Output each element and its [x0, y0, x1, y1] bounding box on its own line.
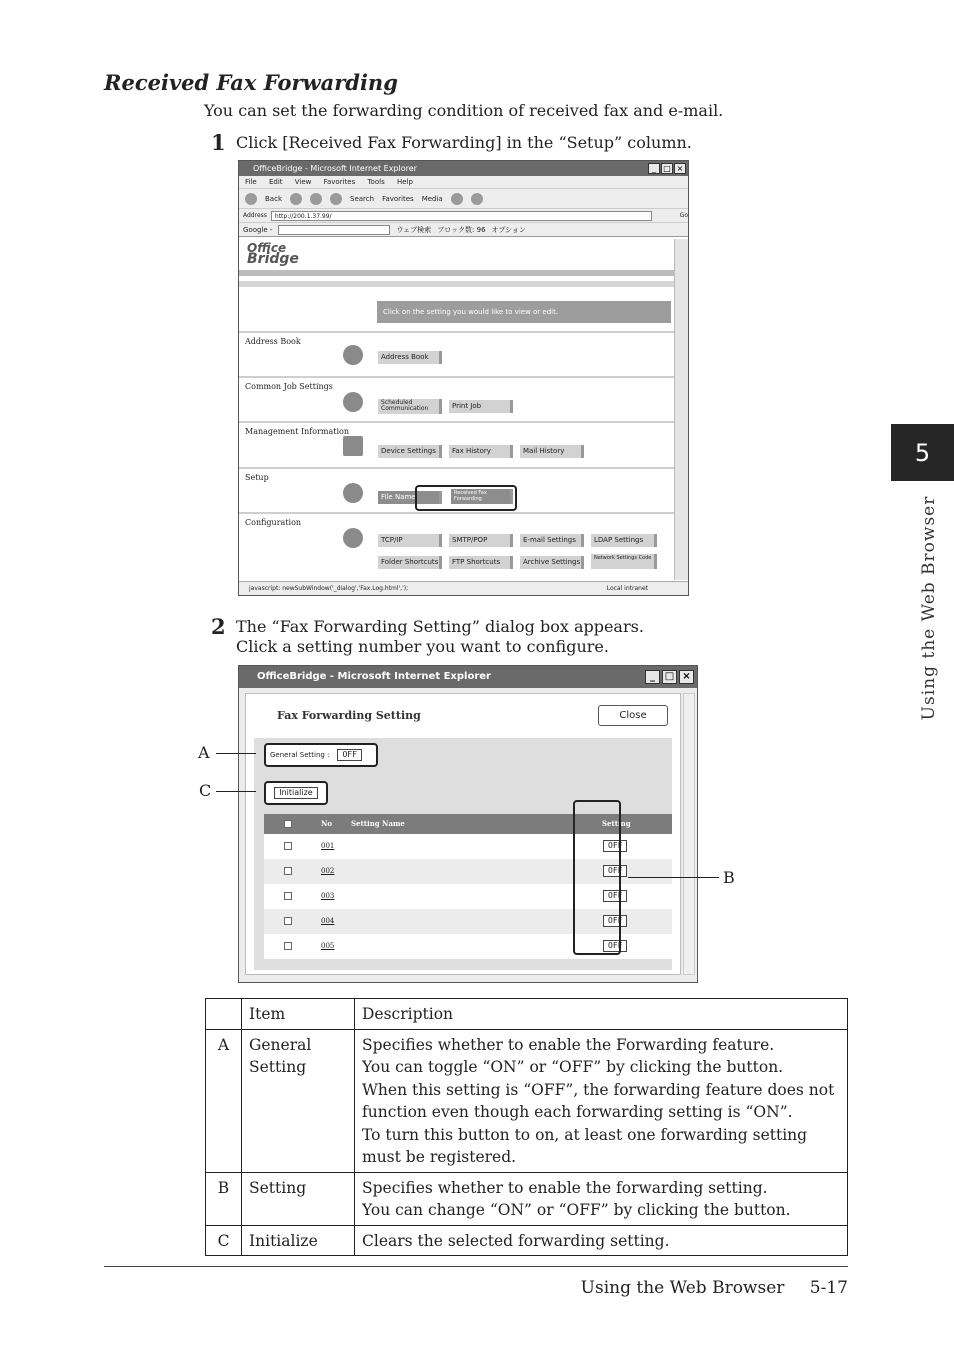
initialize-outline	[264, 781, 328, 805]
callout-b-leader	[628, 877, 719, 878]
row-key: C	[206, 1225, 242, 1256]
forward-icon[interactable]	[290, 193, 302, 205]
menu-view[interactable]: View	[294, 178, 312, 186]
google-block-count: ブロック数: 96	[437, 225, 486, 234]
close-icon[interactable]: ×	[679, 670, 694, 684]
browser-scrollbar[interactable]	[674, 239, 688, 580]
ftp-shortcuts-button[interactable]: FTP Shortcuts	[449, 556, 513, 569]
browser-screenshot	[238, 160, 689, 596]
refresh-icon[interactable]	[310, 193, 322, 205]
info-icon	[343, 436, 363, 456]
received-fax-forwarding-button[interactable]: Received Fax Forwarding	[451, 489, 513, 504]
google-search-input[interactable]	[278, 225, 390, 235]
col-setting-name: Setting Name	[351, 819, 405, 828]
initialize-button[interactable]: Initialize	[274, 787, 317, 799]
archive-settings-button[interactable]: Archive Settings	[520, 556, 584, 569]
setting-toggle[interactable]: OFF	[603, 890, 627, 902]
media-button[interactable]: Media	[421, 194, 443, 203]
footer-title: Using the Web Browser	[580, 1278, 785, 1298]
step-2-line-1: The “Fax Forwarding Setting” dialog box appears.	[236, 617, 644, 636]
status-bar	[239, 581, 688, 595]
setting-column-outline	[573, 800, 621, 955]
header-bar	[239, 270, 674, 276]
row-item: Initialize	[242, 1225, 355, 1256]
smtp-pop-button[interactable]: SMTP/POP	[449, 534, 513, 547]
callout-a-leader	[216, 753, 256, 754]
browser-content	[239, 239, 674, 580]
mail-history-button[interactable]: Mail History	[520, 445, 584, 458]
callout-a: A	[198, 743, 210, 762]
dialog-header	[246, 694, 680, 738]
search-button[interactable]: Search	[350, 194, 375, 203]
row-item: Setting	[242, 1172, 355, 1225]
step-2-text	[236, 617, 644, 657]
row-key: B	[206, 1172, 242, 1225]
section-label: Setup	[245, 473, 269, 482]
table-header-row	[206, 999, 848, 1030]
step-2-number: 2	[211, 614, 226, 639]
row-checkbox[interactable]	[284, 917, 292, 925]
menu-edit[interactable]: Edit	[268, 178, 283, 186]
file-name-button[interactable]: File Name	[378, 491, 442, 504]
setting-number-link[interactable]: 003	[321, 892, 335, 900]
step-2-line-2: Click a setting number you want to configure.	[236, 637, 609, 656]
menu-favorites[interactable]: Favorites	[323, 178, 356, 186]
setting-toggle[interactable]: OFF	[603, 940, 627, 952]
row-checkbox[interactable]	[284, 842, 292, 850]
zone-text: Local intranet	[606, 585, 648, 592]
intro-text: You can set the forwarding condition of received fax and e-mail.	[204, 101, 724, 120]
email-settings-button[interactable]: E-mail Settings	[520, 534, 584, 547]
row-key: A	[206, 1029, 242, 1172]
row-checkbox[interactable]	[284, 867, 292, 875]
section-setup	[239, 467, 674, 512]
menu-help[interactable]: Help	[396, 178, 413, 186]
step-1-text	[236, 133, 692, 153]
header-bar-lower	[239, 281, 674, 287]
scheduled-communication-button[interactable]: Scheduled Communication	[378, 399, 442, 414]
page-number: 5-17	[809, 1278, 848, 1298]
general-setting-toggle[interactable]: OFF	[337, 749, 361, 761]
address-input[interactable]: http://200.1.37.99/	[271, 211, 652, 221]
google-web-search[interactable]: ウェブ検索	[396, 225, 432, 234]
section-configuration	[239, 512, 674, 580]
setting-toggle[interactable]: OFF	[603, 865, 627, 877]
row-description: Specifies whether to enable the Forwarding feature. You can toggle “ON” or “OFF” by clicking the button. When this setting is “OFF”, the forwarding feature does not function even though each forwarding setting is “ON”. To turn this button to on, at least one forwarding setting must be registered.	[355, 1029, 848, 1172]
network-settings-code-button[interactable]: Network Settings Code	[591, 554, 657, 569]
section-management	[239, 421, 674, 467]
mail-icon[interactable]	[471, 193, 483, 205]
setting-number-link[interactable]: 001	[321, 842, 335, 850]
globe-icon	[343, 528, 363, 548]
menu-file[interactable]: File	[245, 178, 257, 186]
section-label: Management Information	[245, 427, 349, 436]
callout-c-leader	[216, 791, 256, 792]
footer-rule	[104, 1266, 848, 1267]
row-description: Specifies whether to enable the forwarding setting. You can change “ON” or “OFF” by clicking the button.	[355, 1172, 848, 1225]
browser-toolbar	[239, 189, 688, 209]
history-icon[interactable]	[451, 193, 463, 205]
table-row	[206, 1029, 848, 1172]
section-common-job	[239, 376, 674, 421]
folder-shortcuts-button[interactable]: Folder Shortcuts	[378, 556, 442, 569]
go-button[interactable]: Go	[679, 212, 688, 219]
print-job-button[interactable]: Print Job	[449, 400, 513, 413]
row-item: General Setting	[242, 1029, 355, 1172]
setting-number-link[interactable]: 002	[321, 867, 335, 875]
minimize-icon[interactable]: _	[645, 670, 660, 684]
calendar-icon	[343, 392, 363, 412]
table-row	[206, 1172, 848, 1225]
google-toolbar	[239, 223, 688, 237]
fax-history-button[interactable]: Fax History	[449, 445, 513, 458]
row-checkbox[interactable]	[284, 892, 292, 900]
instruction-hint: Click on the setting you would like to view or edit.	[377, 301, 671, 323]
close-icon[interactable]: ×	[674, 163, 686, 174]
menu-tools[interactable]: Tools	[367, 178, 385, 186]
callout-b: B	[723, 868, 735, 887]
received-fax-forwarding-highlight	[415, 485, 517, 511]
setting-toggle[interactable]: OFF	[603, 840, 627, 852]
device-settings-button[interactable]: Device Settings	[378, 445, 442, 458]
select-all-checkbox[interactable]	[284, 820, 292, 828]
address-book-button[interactable]: Address Book	[378, 351, 442, 364]
step-1-number: 1	[211, 130, 226, 155]
home-icon[interactable]	[330, 193, 342, 205]
browser-titlebar: OfficeBridge - Microsoft Internet Explorer _ □ ×	[239, 161, 688, 176]
minimize-icon[interactable]: _	[648, 163, 660, 174]
favorites-button[interactable]: Favorites	[382, 194, 414, 203]
status-text: javascript: newSubWindow('_dialog','Fax.Log.html',');	[249, 585, 409, 592]
dialog-heading: Fax Forwarding Setting	[277, 709, 421, 722]
section-label: Address Book	[245, 337, 301, 346]
address-bar	[239, 209, 688, 223]
tcpip-button[interactable]: TCP/IP	[378, 534, 442, 547]
col-setting: Setting	[602, 819, 631, 828]
chapter-tab: 5	[891, 424, 954, 481]
header-description: Description	[355, 999, 848, 1030]
description-table	[205, 998, 848, 1256]
header-item: Item	[242, 999, 355, 1030]
setup-icon	[343, 483, 363, 503]
menu-bar	[239, 176, 688, 189]
dialog-titlebar: OfficeBridge - Microsoft Internet Explorer _ □ ×	[239, 666, 697, 688]
setting-toggle[interactable]: OFF	[603, 915, 627, 927]
address-label: Address	[243, 212, 267, 219]
callout-c: C	[199, 781, 212, 800]
maximize-icon[interactable]: □	[662, 670, 677, 684]
header-key	[206, 999, 242, 1030]
row-checkbox[interactable]	[284, 942, 292, 950]
step-1-line: Click [Received Fax Forwarding] in the “Setup” column.	[236, 133, 692, 152]
col-no: No	[321, 819, 333, 828]
table-row	[206, 1225, 848, 1256]
back-button[interactable]: Back	[265, 194, 282, 203]
section-label: Configuration	[245, 518, 302, 527]
google-label: Google -	[243, 225, 273, 234]
general-setting-label: General Setting :	[270, 751, 330, 759]
maximize-icon[interactable]: □	[661, 163, 673, 174]
ldap-settings-button[interactable]: LDAP Settings	[591, 534, 657, 547]
dialog-scrollbar[interactable]	[683, 693, 695, 975]
officebridge-logo: Office Bridge	[247, 241, 299, 267]
general-setting	[264, 743, 378, 767]
setting-number-link[interactable]: 004	[321, 917, 335, 925]
dialog-screenshot	[238, 665, 698, 983]
row-description: Clears the selected forwarding setting.	[355, 1225, 848, 1256]
section-title: Received Fax Forwarding	[104, 70, 398, 95]
chapter-side-label: Using the Web Browser	[919, 495, 939, 721]
google-options[interactable]: オプション	[491, 225, 526, 234]
section-address-book	[239, 331, 674, 376]
close-button[interactable]: Close	[598, 705, 668, 726]
back-icon[interactable]	[245, 193, 257, 205]
setting-number-link[interactable]: 005	[321, 942, 335, 950]
page-footer	[561, 1278, 848, 1298]
person-icon	[343, 345, 363, 365]
section-label: Common Job Settings	[245, 382, 333, 391]
